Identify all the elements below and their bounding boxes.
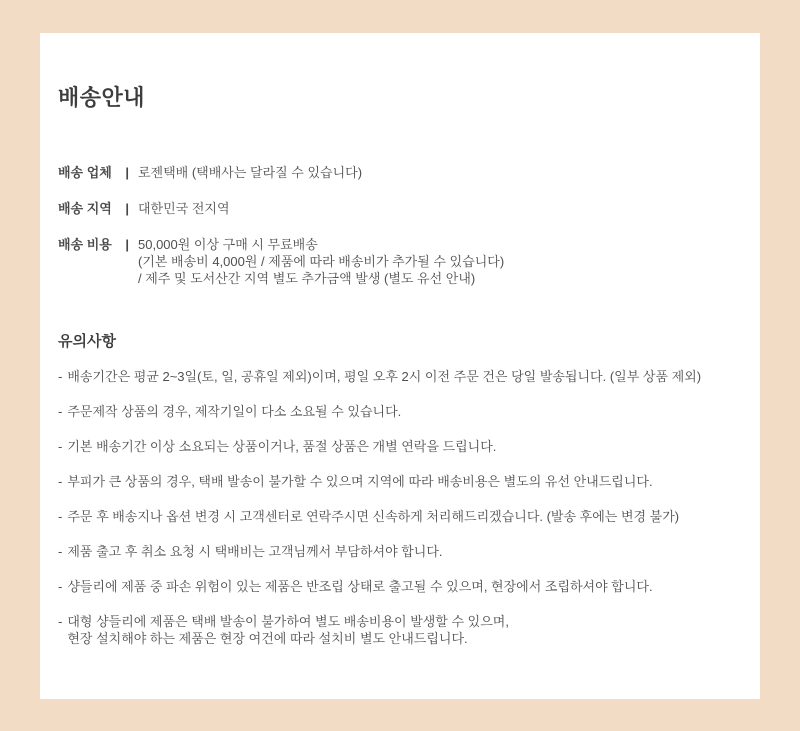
notice-item (58, 578, 748, 595)
notice-line: 배송기간은 평균 2~3일(토, 일, 공휴일 제외)이며, 평일 오후 2시 이전 주문 건은 당일 발송됩니다. (일부 상품 제외) (67, 369, 702, 384)
notice-item (58, 613, 748, 647)
bullet-dash: - (58, 579, 63, 594)
info-row-label-wrap (58, 200, 129, 217)
notice-item (58, 438, 748, 455)
info-value-line: 대한민국 전지역 (138, 201, 230, 216)
notice-lines (67, 473, 652, 490)
notice-lines (67, 438, 496, 455)
info-row-label: 배송 비용 (58, 237, 112, 252)
info-row-separator: | (125, 165, 129, 180)
bullet-dash: - (58, 544, 63, 559)
info-value-line: (기본 배송비 4,000원 / 제품에 따라 배송비가 추가될 수 있습니다) (138, 254, 505, 269)
bullet-dash: - (58, 474, 63, 489)
notice-lines (67, 403, 401, 420)
info-row-label: 배송 지역 (58, 201, 112, 216)
notice-lines (67, 613, 509, 647)
info-row-label-wrap (58, 236, 129, 253)
notice-item (58, 543, 748, 560)
notice-lines (67, 368, 701, 385)
bullet-dash: - (58, 614, 63, 629)
notice-line: 주문제작 상품의 경우, 제작기일이 다소 소요될 수 있습니다. (67, 404, 402, 419)
notice-line: 제품 출고 후 취소 요청 시 택배비는 고객님께서 부담하셔야 합니다. (67, 544, 443, 559)
notice-item (58, 508, 748, 525)
info-row-label-wrap (58, 164, 129, 181)
notice-lines (67, 578, 652, 595)
info-row-separator: | (125, 201, 129, 216)
info-value-line: 50,000원 이상 구매 시 무료배송 (138, 237, 318, 252)
info-row-separator: | (125, 237, 129, 252)
info-row-values (138, 164, 362, 181)
info-row-values (138, 200, 230, 217)
notice-item (58, 473, 748, 490)
bullet-dash: - (58, 509, 63, 524)
bullet-dash: - (58, 369, 63, 384)
info-row-region (58, 200, 748, 217)
content-panel (40, 33, 760, 699)
notice-heading: 유의사항 (58, 333, 116, 350)
info-row-carrier (58, 164, 748, 181)
info-value-line: 로젠택배 (택배사는 달라질 수 있습니다) (138, 165, 363, 180)
info-row-label: 배송 업체 (58, 165, 112, 180)
info-value-line: / 제주 및 도서산간 지역 별도 추가금액 발생 (별도 유선 안내) (138, 271, 476, 286)
notice-line: 대형 샹들리에 제품은 택배 발송이 불가하여 별도 배송비용이 발생할 수 있으며, (67, 614, 509, 629)
notice-lines (67, 543, 442, 560)
notice-item (58, 403, 748, 420)
bullet-dash: - (58, 439, 63, 454)
info-row-values (138, 236, 504, 287)
notice-line: 기본 배송기간 이상 소요되는 상품이거나, 품절 상품은 개별 연락을 드립니다. (67, 439, 497, 454)
notice-list (58, 368, 748, 647)
notice-line: 부피가 큰 상품의 경우, 택배 발송이 불가할 수 있으며 지역에 따라 배송비용은 별도의 유선 안내드립니다. (67, 474, 653, 489)
notice-line: 주문 후 배송지나 옵션 변경 시 고객센터로 연락주시면 신속하게 처리해드리겠습니다. (발송 후에는 변경 불가) (67, 509, 680, 524)
bullet-dash: - (58, 404, 63, 419)
notice-item (58, 368, 748, 385)
shipping-info-section (58, 164, 748, 287)
info-row-cost (58, 236, 748, 287)
notice-line: 현장 설치해야 하는 제품은 현장 여건에 따라 설치비 별도 안내드립니다. (67, 631, 468, 646)
notice-line: 샹들리에 제품 중 파손 위험이 있는 제품은 반조립 상태로 출고될 수 있으며, 현장에서 조립하셔야 합니다. (67, 579, 653, 594)
page-title: 배송안내 (58, 85, 146, 110)
notice-lines (67, 508, 679, 525)
